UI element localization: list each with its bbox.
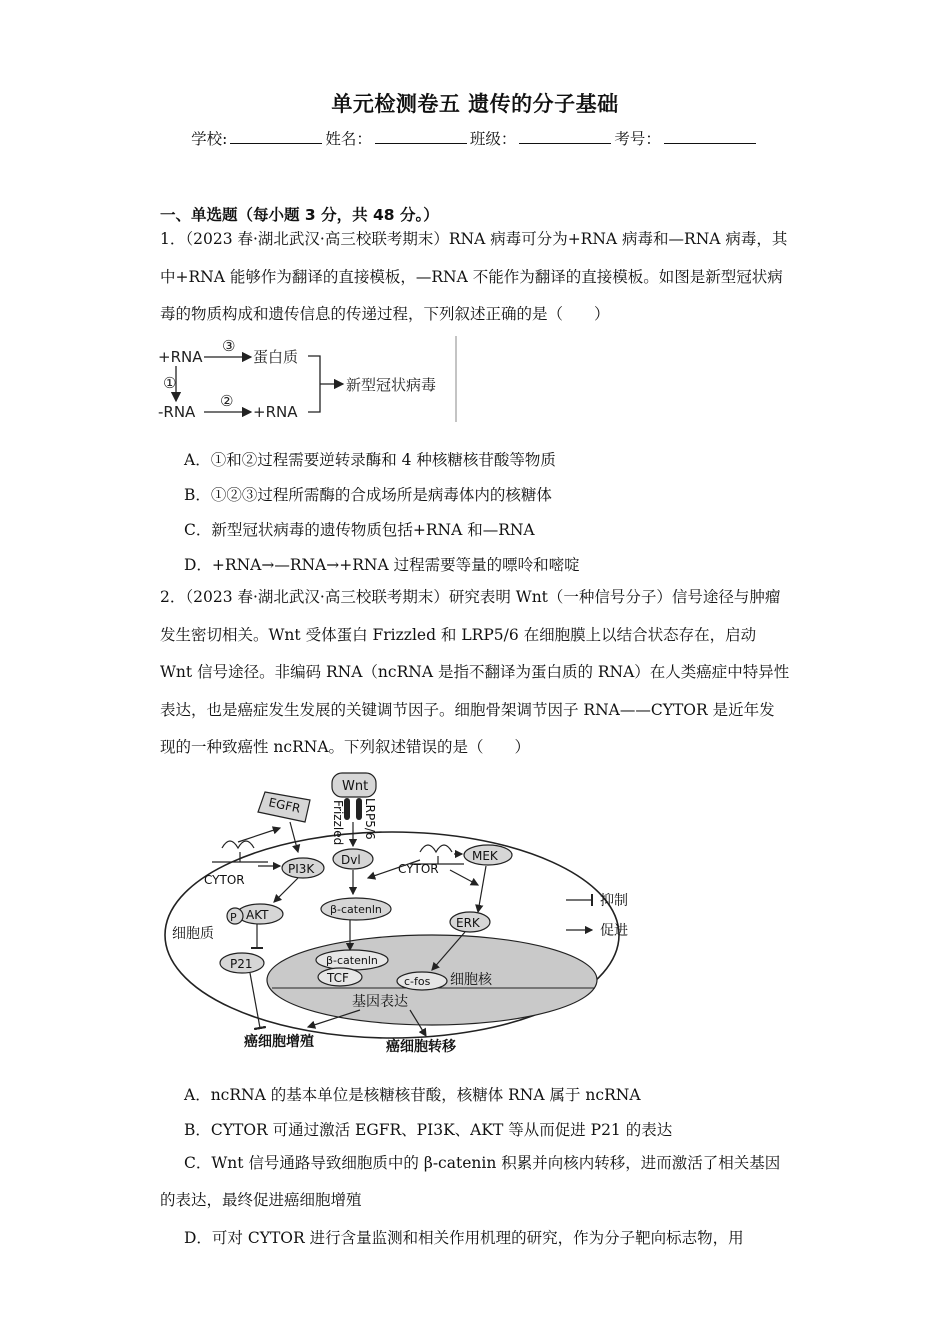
plus-rna-top: +RNA <box>158 348 203 366</box>
legend-promote-label: 促进 <box>600 923 628 939</box>
q1-option-d[interactable]: D．+RNA→—RNA→+RNA 过程需要等量的嘌呤和嘧啶 <box>184 556 580 574</box>
p-label: P <box>230 911 237 924</box>
q2-option-c[interactable]: C．Wnt 信号通路导致细胞质中的 β-catenin 积累并向核内转移，进而激活了相关基因的表达，最终促进癌细胞增殖 <box>160 1154 781 1209</box>
section-heading: 一、单选题（每小题 3 分，共 48 分。） <box>160 206 439 224</box>
q1-option-a[interactable]: A．①和②过程需要逆转录酶和 4 种核糖核苷酸等物质 <box>184 451 556 469</box>
bracket <box>308 356 343 412</box>
school-blank[interactable] <box>230 129 322 144</box>
student-info-line <box>0 127 950 149</box>
egfr-label: EGFR <box>267 795 302 816</box>
question-1-stem: 1．（2023 春·湖北武汉·高三校联考期末）RNA 病毒可分为+RNA 病毒和—RNA 病毒，其中+RNA 能够作为翻译的直接模板，—RNA 不能作为翻译的直接模板。如图是新型冠状病毒的物质构成和遗传信息的传递过程，下列叙述正确的是（ ） <box>160 230 788 323</box>
lrp-label: LRP5/6 <box>363 798 377 840</box>
plus-rna-bottom: +RNA <box>253 403 298 421</box>
mek-label: MEK <box>472 849 498 863</box>
class-label: 班级： <box>469 130 517 148</box>
legend-inhibit-label: 抑制 <box>600 893 628 909</box>
question-2-stem: 2．（2023 春·湖北武汉·高三校联考期末）研究表明 Wnt（一种信号分子）信号途径与肿瘤发生密切相关。Wnt 受体蛋白 Frizzled 和 LRP5/6 在细胞膜上以结合状态存在，启动 Wnt 信号途径。非编码 RNA（ncRNA 是指不翻译为蛋白质的 RNA）在人类癌症中特异性表达，也是癌症发生发展的关键调节因子。细胞骨架调节因子 RNA——CYTOR 是近年发现的一种致癌性 ncRNA。下列叙述错误的是（ ） <box>160 588 790 756</box>
p21-label: P21 <box>230 957 253 971</box>
wnt-label: Wnt <box>342 779 369 794</box>
virus-label: 新型冠状病毒 <box>346 376 437 394</box>
akt-label: AKT <box>246 908 269 922</box>
question-1-diagram <box>158 334 460 426</box>
step3-label: ③ <box>222 337 236 355</box>
q2-option-a[interactable]: A．ncRNA 的基本单位是核糖核苷酸，核糖体 RNA 属于 ncRNA <box>184 1086 641 1104</box>
q1-option-b[interactable]: B．①②③过程所需酶的合成场所是病毒体内的核糖体 <box>184 486 552 504</box>
class-blank[interactable] <box>519 129 611 144</box>
q2-option-d[interactable]: D．可对 CYTOR 进行含量监测和相关作用机理的研究，作为分子靶向标志物，用 <box>184 1229 744 1247</box>
page-title: 单元检测卷五 遗传的分子基础 <box>331 92 619 116</box>
cytor-right-label: CYTOR <box>398 862 439 876</box>
metastasis-label: 癌细胞转移 <box>386 1039 456 1055</box>
minus-rna: -RNA <box>158 403 196 421</box>
q2-option-b[interactable]: B．CYTOR 可通过激活 EGFR、PI3K、AKT 等从而促进 P21 的表达 <box>184 1121 673 1139</box>
proliferation-label: 癌细胞增殖 <box>244 1034 314 1050</box>
beta-catenin-label-1: β-catenln <box>330 903 382 916</box>
frizzled-label: Frizzled <box>331 800 345 846</box>
school-label: 学校: <box>191 130 228 148</box>
number-blank[interactable] <box>664 129 756 144</box>
step1-label: ① <box>163 374 177 392</box>
cytor-left-label: CYTOR <box>204 873 245 887</box>
cfos-label: c-fos <box>404 975 431 988</box>
q1-option-c[interactable]: C．新型冠状病毒的遗传物质包括+RNA 和—RNA <box>184 521 535 539</box>
pi3k-label: PI3K <box>288 862 315 876</box>
beta-catenin-label-2: β-catenln <box>326 954 378 967</box>
nucleus-label: 细胞核 <box>450 972 492 988</box>
name-blank[interactable] <box>375 129 467 144</box>
erk-label: ERK <box>456 916 480 930</box>
dvl-label: Dvl <box>341 853 361 867</box>
gene-expression-label: 基因表达 <box>352 994 408 1010</box>
question-2-diagram <box>160 770 640 1060</box>
cytoplasm-label: 细胞质 <box>172 926 214 942</box>
protein-label: 蛋白质 <box>253 348 299 366</box>
name-label: 姓名： <box>325 130 372 148</box>
number-label: 考号： <box>614 130 661 148</box>
tcf-label: TCF <box>327 971 349 985</box>
step2-label: ② <box>220 392 234 410</box>
